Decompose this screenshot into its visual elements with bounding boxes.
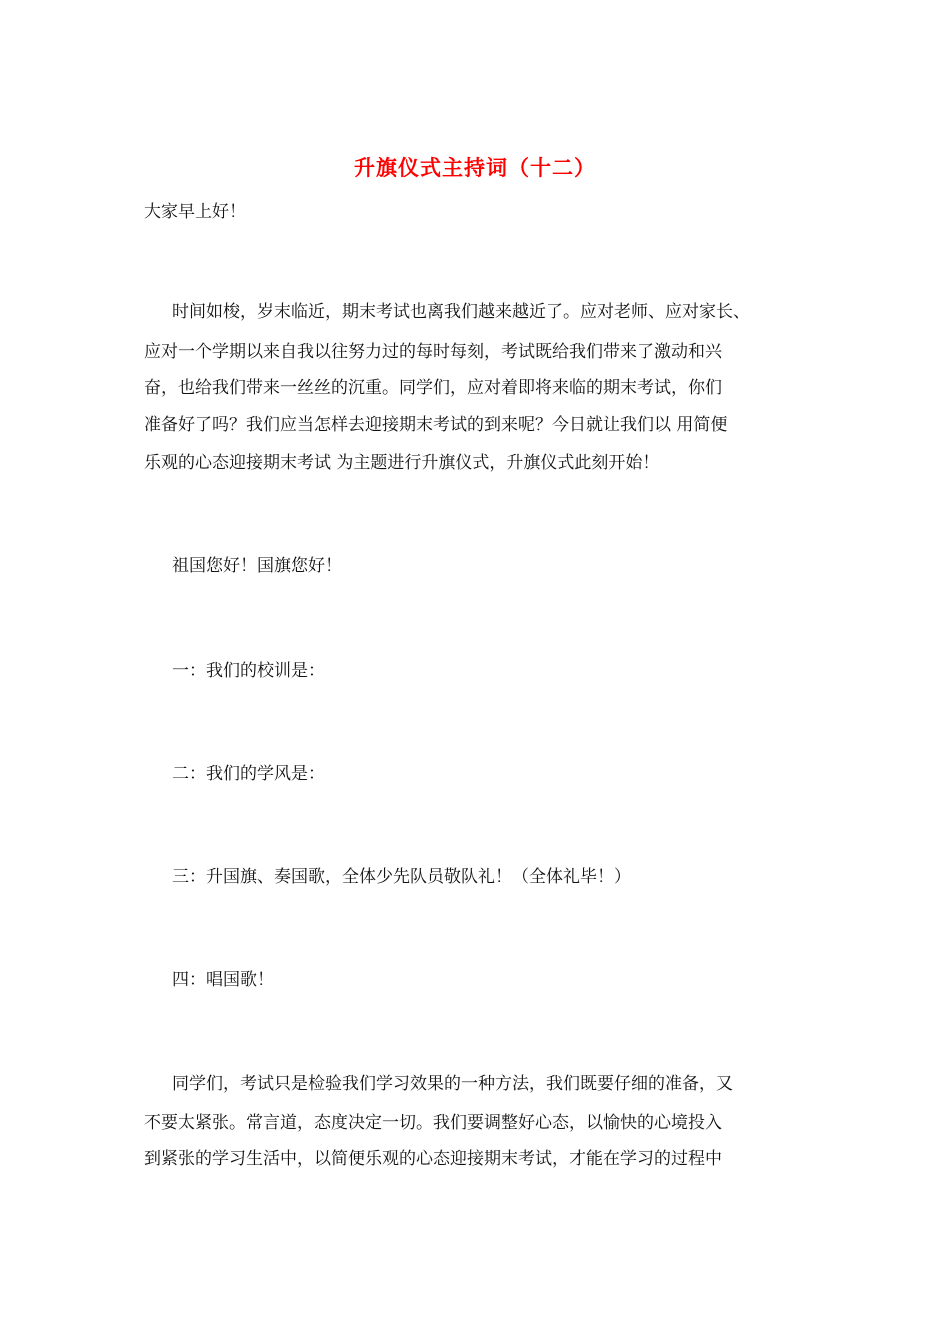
list-item-2: 二：我们的学风是： [172,764,325,784]
paragraph1-line-5: 乐观的心态迎接期末考试 为主题进行升旗仪式，升旗仪式此刻开始！ [144,453,660,473]
salute-text: 祖国您好！国旗您好！ [172,556,342,576]
list-item-1: 一：我们的校训是： [172,661,325,681]
list-item-3: 三：升国旗、奏国歌，全体少先队员敬队礼！（全体礼毕！） [172,867,631,887]
paragraph2-line-2: 不要太紧张。常言道，态度决定一切。我们要调整好心态，以愉快的心境投入 [144,1113,722,1133]
greeting-text: 大家早上好！ [144,202,246,222]
paragraph1-line-1: 时间如梭，岁末临近，期末考试也离我们越来越近了。应对老师、应对家长、 [172,302,750,322]
paragraph2-line-1: 同学们，考试只是检验我们学习效果的一种方法，我们既要仔细的准备，又 [172,1074,733,1094]
list-item-4: 四：唱国歌！ [172,970,274,990]
paragraph2-line-3: 到紧张的学习生活中，以简便乐观的心态迎接期末考试，才能在学习的过程中 [144,1149,722,1169]
paragraph1-line-4: 准备好了吗？我们应当怎样去迎接期末考试的到来呢？今日就让我们以 用简便 [144,415,728,435]
paragraph1-line-3: 奋，也给我们带来一丝丝的沉重。同学们，应对着即将来临的期末考试，你们 [144,378,722,398]
paragraph1-line-2: 应对一个学期以来自我以往努力过的每时每刻，考试既给我们带来了激动和兴 [144,342,722,362]
document-title: 升旗仪式主持词（十二） [354,155,596,180]
